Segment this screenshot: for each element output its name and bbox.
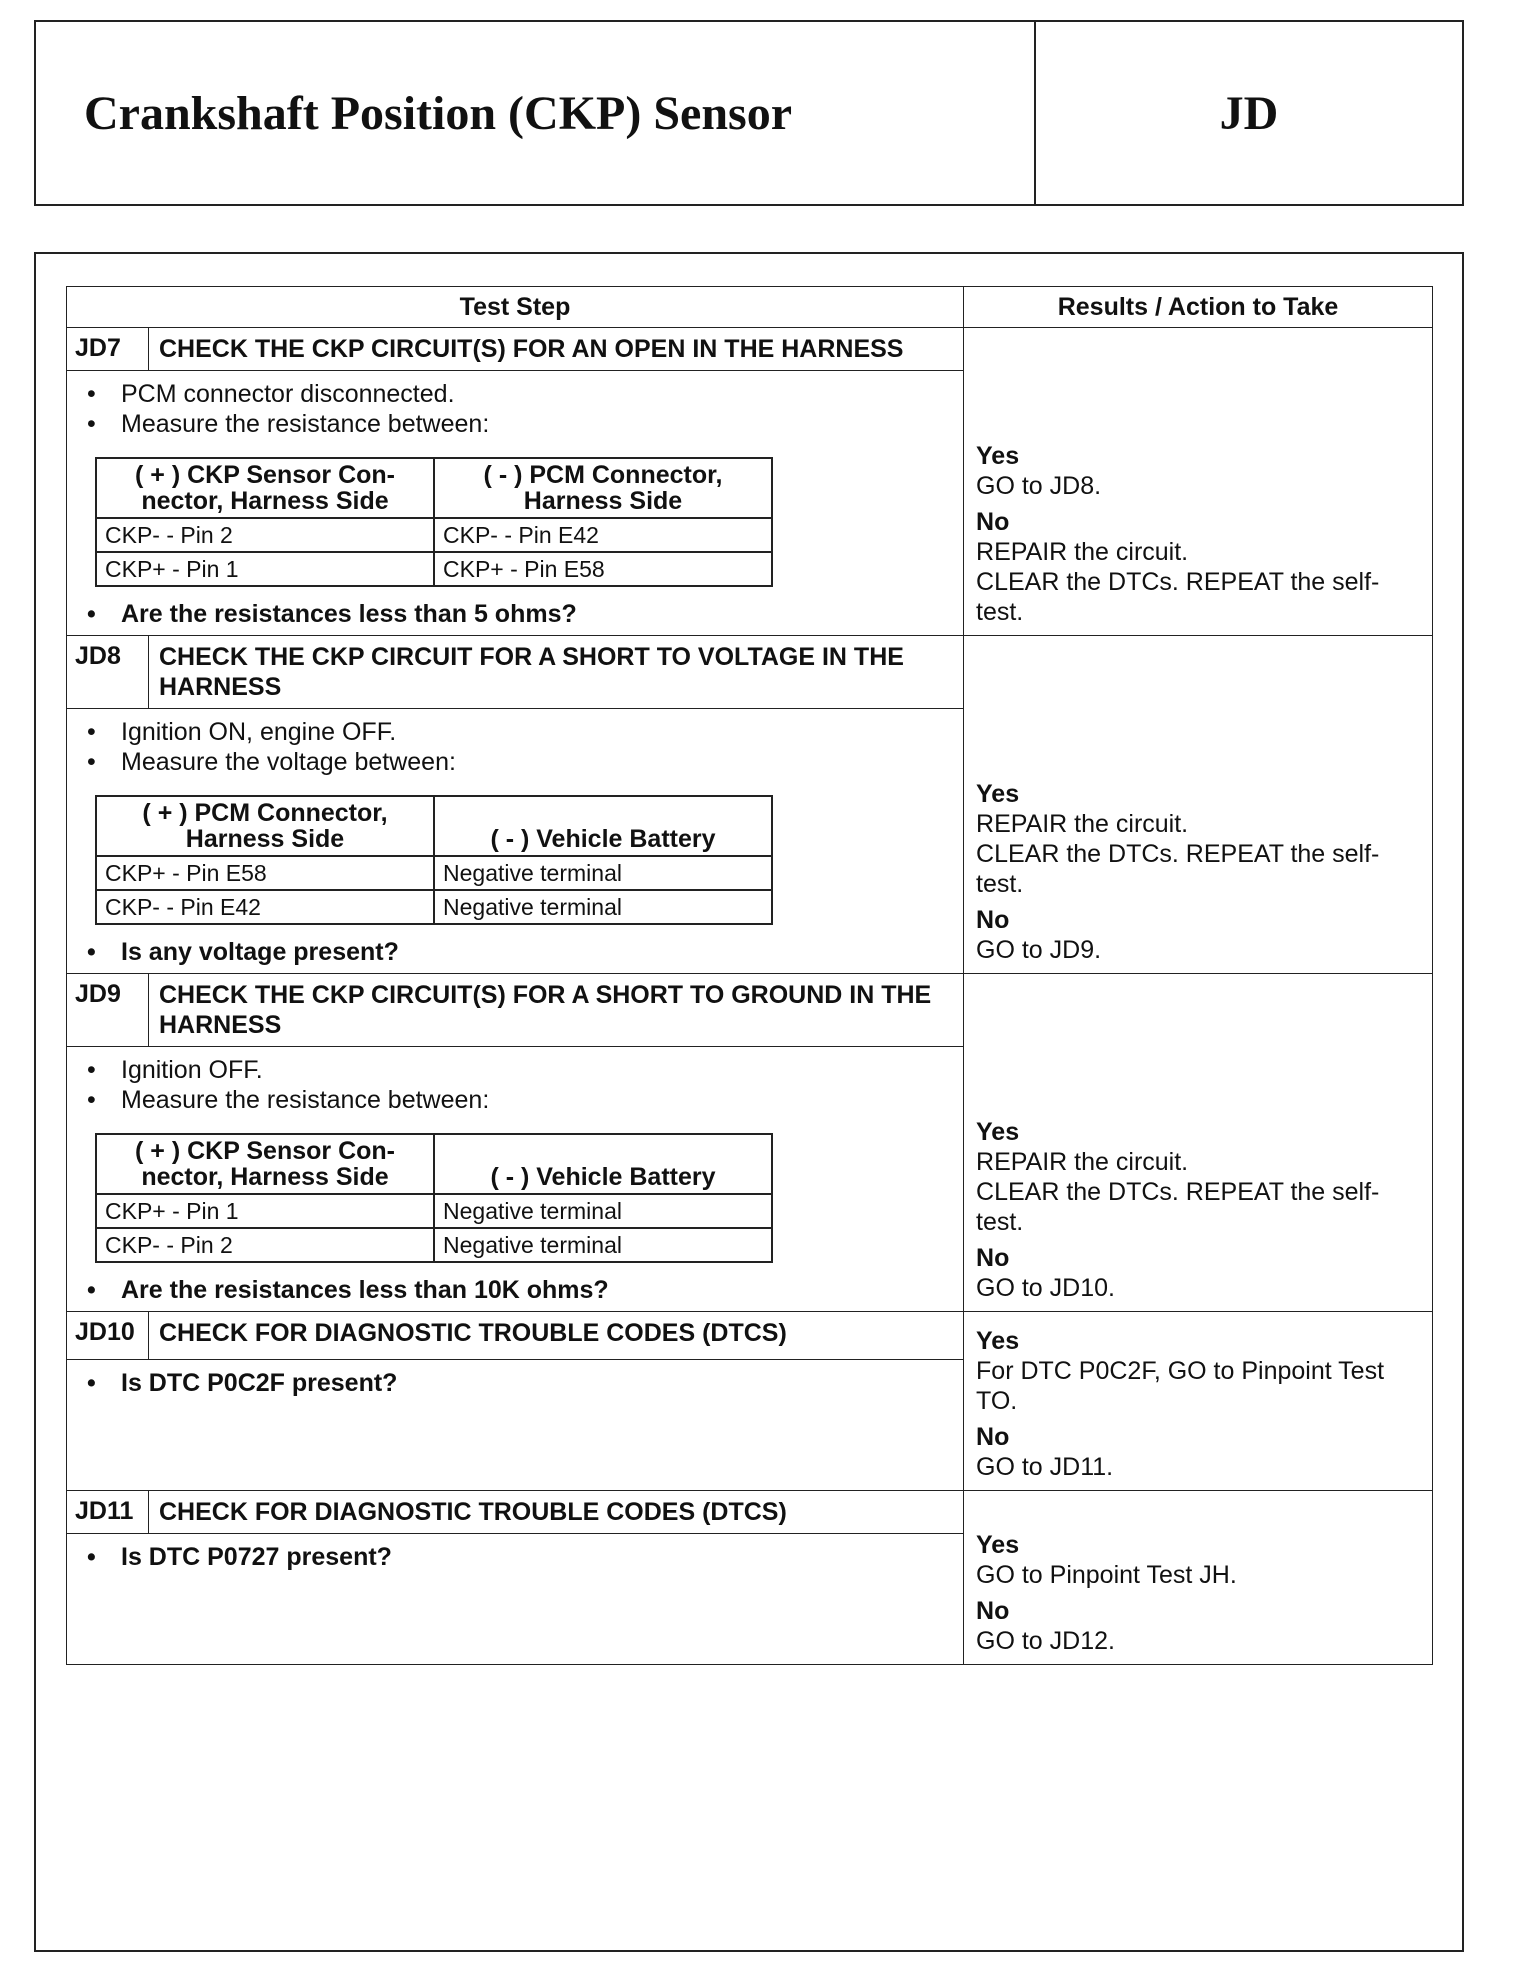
connector-row [96,1194,772,1228]
step-id: JD7 [67,328,149,371]
column-header-results: Results / Action to Take [964,287,1433,328]
connector-table [95,795,773,925]
step-row-jd7 [67,328,1433,371]
pinpoint-test-table [66,286,1433,1665]
step-results [964,1312,1433,1491]
step-results [964,636,1433,974]
result-action: CLEAR the DTCs. REPEAT the self-test. [976,568,1380,626]
connector-col-header: ( + ) PCM Connector, Harness Side [96,796,434,856]
step-title: CHECK THE CKP CIRCUIT(S) FOR A SHORT TO GROUND IN THE HARNESS [149,974,964,1047]
connector-col-header: ( - ) Vehicle Battery [434,796,772,856]
instruction-item: • Ignition OFF. [121,1055,953,1085]
result-action: For DTC P0C2F, GO to Pinpoint Test TO. [976,1357,1385,1415]
step-question: • Is DTC P0727 present? [121,1542,953,1572]
step-title: CHECK FOR DIAGNOSTIC TROUBLE CODES (DTCS) [149,1312,964,1360]
connector-cell: Negative terminal [434,1228,772,1262]
page-header [34,20,1464,206]
step-body [67,1534,964,1665]
instruction-item: • Measure the resistance between: [121,1085,953,1115]
result-label-yes: Yes [976,1327,1020,1355]
step-question-list [77,1542,953,1572]
step-results [964,328,1433,636]
result-action: REPAIR the circuit. [976,810,1189,838]
connector-cell: Negative terminal [434,1194,772,1228]
connector-row [96,856,772,890]
result-label-yes: Yes [976,780,1020,808]
result-action: REPAIR the circuit. [976,538,1189,566]
step-question-list [77,1368,953,1398]
connector-row [96,552,772,586]
step-question-list [77,1275,953,1305]
connector-col-header: ( + ) CKP Sensor Con- nector, Harness Side [96,1134,434,1194]
connector-cell: CKP+ - Pin E58 [96,856,434,890]
connector-row [96,1228,772,1262]
result-label-no: No [976,508,1010,536]
step-instructions [77,717,953,777]
step-row-jd8 [67,636,1433,709]
table-header-row [67,287,1433,328]
step-instructions [77,1055,953,1115]
connector-table-header [96,796,772,856]
connector-table-header [96,458,772,518]
result-label-yes: Yes [976,1531,1020,1559]
step-row-jd11 [67,1491,1433,1534]
step-title: CHECK THE CKP CIRCUIT FOR A SHORT TO VOLTAGE IN THE HARNESS [149,636,964,709]
result-action: GO to JD8. [976,472,1102,500]
result-action: GO to JD9. [976,936,1102,964]
step-question: • Is DTC P0C2F present? [121,1368,953,1398]
result-action: CLEAR the DTCs. REPEAT the self-test. [976,1178,1380,1236]
connector-cell: CKP+ - Pin 1 [96,552,434,586]
step-question-list [77,937,953,967]
step-results [964,1491,1433,1665]
result-label-yes: Yes [976,442,1020,470]
step-title: CHECK THE CKP CIRCUIT(S) FOR AN OPEN IN THE HARNESS [149,328,964,371]
result-label-yes: Yes [976,1118,1020,1146]
step-id: JD11 [67,1491,149,1534]
connector-table [95,1133,773,1263]
step-row-jd9 [67,974,1433,1047]
step-question-list [77,599,953,629]
connector-row [96,890,772,924]
result-action: GO to JD11. [976,1453,1114,1481]
connector-table-header [96,1134,772,1194]
connector-col-header: ( - ) PCM Connector, Harness Side [434,458,772,518]
step-instructions [77,379,953,439]
result-action: CLEAR the DTCs. REPEAT the self-test. [976,840,1380,898]
connector-cell: CKP+ - Pin E58 [434,552,772,586]
result-label-no: No [976,1597,1010,1625]
step-question: • Is any voltage present? [121,937,953,967]
step-row-jd10 [67,1312,1433,1360]
result-action: GO to JD12. [976,1627,1115,1655]
step-question: • Are the resistances less than 5 ohms? [121,599,953,629]
connector-col-header: ( - ) Vehicle Battery [434,1134,772,1194]
step-question: • Are the resistances less than 10K ohms? [121,1275,953,1305]
result-label-no: No [976,1423,1010,1451]
step-results [964,974,1433,1312]
page-title: Crankshaft Position (CKP) Sensor [36,22,1036,204]
step-body [67,1047,964,1312]
step-body [67,371,964,636]
test-code: JD [1219,86,1279,140]
step-body [67,709,964,974]
result-action: REPAIR the circuit. [976,1148,1189,1176]
instruction-item: • PCM connector disconnected. [121,379,953,409]
connector-cell: Negative terminal [434,890,772,924]
connector-cell: CKP- - Pin E42 [434,518,772,552]
result-action: GO to JD10. [976,1274,1115,1302]
connector-table [95,457,773,587]
connector-col-header: ( + ) CKP Sensor Con- nector, Harness Side [96,458,434,518]
step-body [67,1360,964,1491]
connector-cell: CKP- - Pin 2 [96,518,434,552]
instruction-item: • Measure the resistance between: [121,409,953,439]
connector-cell: CKP- - Pin 2 [96,1228,434,1262]
connector-cell: CKP+ - Pin 1 [96,1194,434,1228]
result-label-no: No [976,906,1010,934]
result-label-no: No [976,1244,1010,1272]
connector-cell: CKP- - Pin E42 [96,890,434,924]
connector-row [96,518,772,552]
content-frame [34,252,1464,1952]
connector-cell: Negative terminal [434,856,772,890]
step-title: CHECK FOR DIAGNOSTIC TROUBLE CODES (DTCS) [149,1491,964,1534]
step-id: JD9 [67,974,149,1047]
step-id: JD10 [67,1312,149,1360]
column-header-test-step: Test Step [67,287,964,328]
instruction-item: • Measure the voltage between: [121,747,953,777]
result-action: GO to Pinpoint Test JH. [976,1561,1237,1589]
step-id: JD8 [67,636,149,709]
instruction-item: • Ignition ON, engine OFF. [121,717,953,747]
